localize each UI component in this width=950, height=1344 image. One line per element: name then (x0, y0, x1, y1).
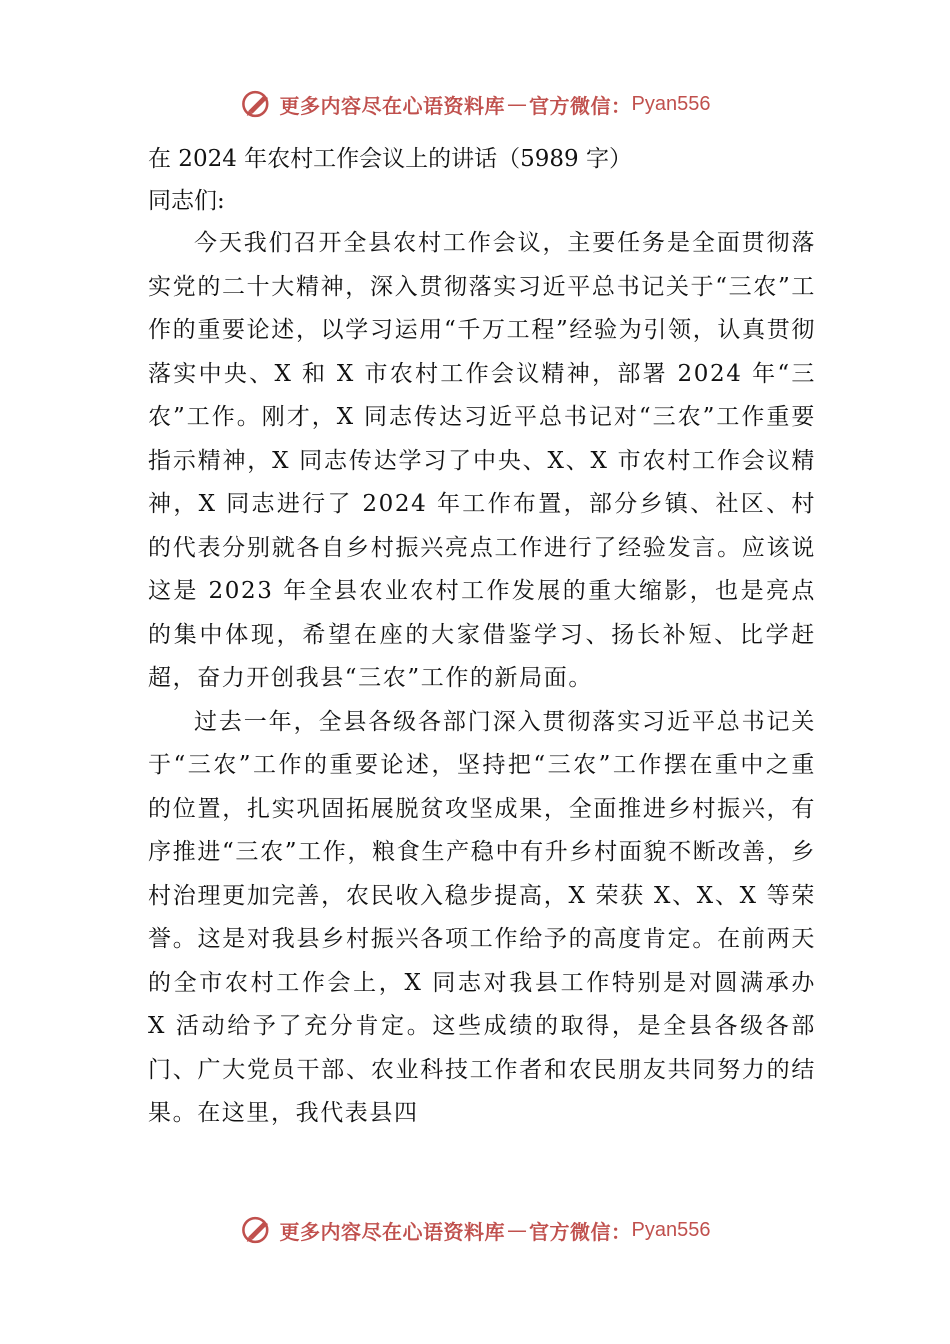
pen-logo-icon (240, 87, 274, 121)
salutation: 同志们: (148, 188, 225, 214)
banner-separator: — (507, 1218, 528, 1242)
banner-label: 官方微信： (529, 93, 632, 118)
paragraph-1: 今天我们召开全县农村工作会议，主要任务是全面贯彻落实党的二十大精神，深入贯彻落实习近平总书记关于“三农”工作的重要论述，以学习运用“千万工程”经验为引领，认真贯彻落实中央、X 和 X 市农村工作会议精神，部署 2024 年“三农”工作。刚才，X 同志传达习近平总书记对“三农”工作重要指示精神，X 同志传达学习了中央、X、X 市农村工作会议精神，X 同志进行了 2024 年工作布置，部分乡镇、社区、村的代表分别就各自乡村振兴亮点工作进行了经验发言。应该说这是 2023 年全县农业农村工作发展的重大缩影，也是亮点的集中体现，希望在座的大家借鉴学习、扬长补短、比学赶超，奋力开创我县“三农”工作的新局面。 (148, 230, 816, 691)
footer-watermark-banner (0, 1210, 950, 1250)
document-title: 在 2024 年农村工作会议上的讲话（5989 字） (148, 146, 632, 172)
banner-text: 更多内容尽在心语资料库 (279, 93, 506, 118)
paragraph-2: 过去一年，全县各级各部门深入贯彻落实习近平总书记关于“三农”工作的重要论述，坚持把“三农”工作摆在重中之重的位置，扎实巩固拓展脱贫攻坚成果，全面推进乡村振兴，有序推进“三农”工作，粮食生产稳中有升乡村面貌不断改善，乡村治理更加完善，农民收入稳步提高，X 荣获 X、X、X 等荣誉。这是对我县乡村振兴各项工作给予的高度肯定。在前两天的全市农村工作会上，X 同志对我县工作特别是对圆满承办 X 活动给予了充分肯定。这些成绩的取得，是全县各级各部门、广大党员干部、农业科技工作者和农民朋友共同努力的结果。在这里，我代表县四 (148, 708, 816, 1126)
banner-separator: — (507, 92, 528, 116)
document-body (148, 138, 816, 1136)
pen-logo-icon (240, 1213, 274, 1247)
banner-label: 官方微信： (529, 1219, 632, 1244)
banner-account: Pyan556 (631, 1218, 711, 1241)
banner-text: 更多内容尽在心语资料库 (279, 1219, 506, 1244)
banner-account: Pyan556 (631, 92, 711, 115)
header-watermark-banner (0, 84, 950, 124)
